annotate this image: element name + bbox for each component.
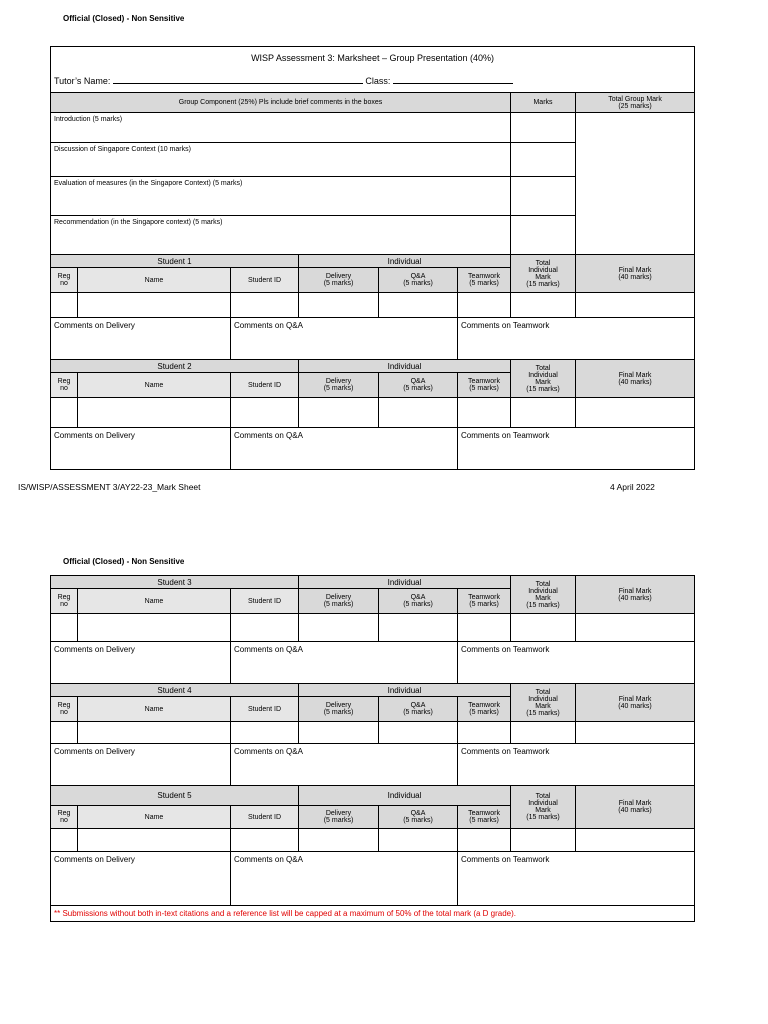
total-individual-header: Total Individual Mark (15 marks) bbox=[511, 576, 576, 614]
teamwork-cell[interactable] bbox=[458, 829, 511, 852]
comments-teamwork[interactable]: Comments on Teamwork bbox=[458, 744, 695, 786]
comments-qa[interactable]: Comments on Q&A bbox=[231, 852, 458, 906]
total-group-mark-header: Total Group Mark (25 marks) bbox=[576, 93, 695, 113]
total-individual-cell[interactable] bbox=[511, 398, 576, 428]
final-mark-header: Final Mark (40 marks) bbox=[576, 255, 695, 293]
individual-header: Individual bbox=[299, 786, 511, 806]
comments-teamwork[interactable]: Comments on Teamwork bbox=[458, 852, 695, 906]
marks-cell-recommendation[interactable] bbox=[511, 216, 576, 255]
final-mark-header: Final Mark (40 marks) bbox=[576, 684, 695, 722]
reg-no-header: Reg no bbox=[51, 373, 78, 398]
classification-label: Official (Closed) - Non Sensitive bbox=[63, 14, 185, 23]
teamwork-header: Teamwork (5 marks) bbox=[458, 697, 511, 722]
qa-cell[interactable] bbox=[379, 614, 458, 642]
reg-no-header: Reg no bbox=[51, 806, 78, 829]
reg-no-header: Reg no bbox=[51, 697, 78, 722]
student-id-cell[interactable] bbox=[231, 829, 299, 852]
total-individual-cell[interactable] bbox=[511, 293, 576, 318]
comments-qa[interactable]: Comments on Q&A bbox=[231, 744, 458, 786]
name-cell[interactable] bbox=[78, 722, 231, 744]
group-row-introduction: Introduction (5 marks) bbox=[51, 113, 511, 143]
teamwork-header: Teamwork (5 marks) bbox=[458, 373, 511, 398]
sheet-title: WISP Assessment 3: Marksheet – Group Presentation (40%) bbox=[51, 47, 695, 69]
total-individual-cell[interactable] bbox=[511, 829, 576, 852]
delivery-cell[interactable] bbox=[299, 614, 379, 642]
final-mark-header: Final Mark (40 marks) bbox=[576, 786, 695, 829]
individual-header: Individual bbox=[299, 576, 511, 589]
student-id-cell[interactable] bbox=[231, 293, 299, 318]
total-individual-header: Total Individual Mark (15 marks) bbox=[511, 786, 576, 829]
marksheet-table-page1 bbox=[50, 46, 695, 470]
class-line[interactable] bbox=[393, 75, 513, 84]
name-cell[interactable] bbox=[78, 293, 231, 318]
group-row-recommendation: Recommendation (in the Singapore context) (5 marks) bbox=[51, 216, 511, 255]
qa-header: Q&A (5 marks) bbox=[379, 589, 458, 614]
reg-no-cell[interactable] bbox=[51, 829, 78, 852]
student-header: Student 5 bbox=[51, 786, 299, 806]
marksheet-table-page2 bbox=[50, 575, 695, 922]
comments-delivery[interactable]: Comments on Delivery bbox=[51, 744, 231, 786]
teamwork-header: Teamwork (5 marks) bbox=[458, 268, 511, 293]
citation-note: ** Submissions without both in-text citations and a reference list will be capped at a maximum of 50% of the total mark (a D grade). bbox=[51, 906, 695, 922]
group-row-discussion: Discussion of Singapore Context (10 marks) bbox=[51, 143, 511, 177]
total-individual-header: Total Individual Mark (15 marks) bbox=[511, 360, 576, 398]
delivery-cell[interactable] bbox=[299, 293, 379, 318]
comments-delivery[interactable]: Comments on Delivery bbox=[51, 852, 231, 906]
comments-qa[interactable]: Comments on Q&A bbox=[231, 642, 458, 684]
comments-qa[interactable]: Comments on Q&A bbox=[231, 428, 458, 470]
reg-no-header: Reg no bbox=[51, 589, 78, 614]
qa-cell[interactable] bbox=[379, 293, 458, 318]
name-header: Name bbox=[78, 373, 231, 398]
name-header: Name bbox=[78, 697, 231, 722]
total-group-mark-cell[interactable] bbox=[576, 113, 695, 255]
footer-date: 4 April 2022 bbox=[610, 482, 655, 492]
delivery-header: Delivery (5 marks) bbox=[299, 806, 379, 829]
student-id-cell[interactable] bbox=[231, 614, 299, 642]
comments-teamwork[interactable]: Comments on Teamwork bbox=[458, 318, 695, 360]
delivery-header: Delivery (5 marks) bbox=[299, 268, 379, 293]
footer-document-code: IS/WISP/ASSESSMENT 3/AY22-23_Mark Sheet bbox=[18, 482, 201, 492]
name-header: Name bbox=[78, 589, 231, 614]
total-individual-cell[interactable] bbox=[511, 614, 576, 642]
tutor-label: Tutor’s Name: bbox=[54, 75, 111, 86]
qa-cell[interactable] bbox=[379, 398, 458, 428]
student-id-header: Student ID bbox=[231, 697, 299, 722]
comments-qa[interactable]: Comments on Q&A bbox=[231, 318, 458, 360]
final-mark-header: Final Mark (40 marks) bbox=[576, 576, 695, 614]
student-header: Student 3 bbox=[51, 576, 299, 589]
name-cell[interactable] bbox=[78, 398, 231, 428]
student-id-cell[interactable] bbox=[231, 398, 299, 428]
teamwork-cell[interactable] bbox=[458, 722, 511, 744]
reg-no-cell[interactable] bbox=[51, 722, 78, 744]
reg-no-cell[interactable] bbox=[51, 614, 78, 642]
classification-label: Official (Closed) - Non Sensitive bbox=[63, 557, 185, 566]
delivery-cell[interactable] bbox=[299, 722, 379, 744]
group-component-header: Group Component (25%) Pls include brief comments in the boxes bbox=[51, 93, 511, 113]
qa-header: Q&A (5 marks) bbox=[379, 268, 458, 293]
teamwork-cell[interactable] bbox=[458, 398, 511, 428]
individual-header: Individual bbox=[299, 360, 511, 373]
final-mark-cell[interactable] bbox=[576, 829, 695, 852]
qa-header: Q&A (5 marks) bbox=[379, 697, 458, 722]
reg-no-cell[interactable] bbox=[51, 293, 78, 318]
student-header: Student 2 bbox=[51, 360, 299, 373]
student-id-header: Student ID bbox=[231, 268, 299, 293]
comments-delivery[interactable]: Comments on Delivery bbox=[51, 318, 231, 360]
final-mark-cell[interactable] bbox=[576, 614, 695, 642]
delivery-header: Delivery (5 marks) bbox=[299, 589, 379, 614]
qa-cell[interactable] bbox=[379, 829, 458, 852]
comments-delivery[interactable]: Comments on Delivery bbox=[51, 642, 231, 684]
name-cell[interactable] bbox=[78, 829, 231, 852]
total-individual-header: Total Individual Mark (15 marks) bbox=[511, 255, 576, 293]
teamwork-cell[interactable] bbox=[458, 293, 511, 318]
teamwork-header: Teamwork (5 marks) bbox=[458, 806, 511, 829]
group-row-evaluation: Evaluation of measures (in the Singapore Context) (5 marks) bbox=[51, 177, 511, 216]
teamwork-header: Teamwork (5 marks) bbox=[458, 589, 511, 614]
individual-header: Individual bbox=[299, 255, 511, 268]
delivery-header: Delivery (5 marks) bbox=[299, 373, 379, 398]
reg-no-header: Reg no bbox=[51, 268, 78, 293]
student-header: Student 1 bbox=[51, 255, 299, 268]
total-individual-cell[interactable] bbox=[511, 722, 576, 744]
comments-teamwork[interactable]: Comments on Teamwork bbox=[458, 428, 695, 470]
student-id-header: Student ID bbox=[231, 589, 299, 614]
student-id-cell[interactable] bbox=[231, 722, 299, 744]
student-id-header: Student ID bbox=[231, 806, 299, 829]
marks-cell-introduction[interactable] bbox=[511, 113, 576, 143]
individual-header: Individual bbox=[299, 684, 511, 697]
comments-delivery[interactable]: Comments on Delivery bbox=[51, 428, 231, 470]
final-mark-cell[interactable] bbox=[576, 293, 695, 318]
delivery-cell[interactable] bbox=[299, 829, 379, 852]
tutor-name-line[interactable] bbox=[113, 75, 363, 84]
total-individual-header: Total Individual Mark (15 marks) bbox=[511, 684, 576, 722]
delivery-header: Delivery (5 marks) bbox=[299, 697, 379, 722]
student-id-header: Student ID bbox=[231, 373, 299, 398]
final-mark-cell[interactable] bbox=[576, 398, 695, 428]
final-mark-header: Final Mark (40 marks) bbox=[576, 360, 695, 398]
name-header: Name bbox=[78, 806, 231, 829]
qa-cell[interactable] bbox=[379, 722, 458, 744]
name-header: Name bbox=[78, 268, 231, 293]
qa-header: Q&A (5 marks) bbox=[379, 373, 458, 398]
class-label: Class: bbox=[365, 75, 391, 86]
marks-header: Marks bbox=[511, 93, 576, 113]
final-mark-cell[interactable] bbox=[576, 722, 695, 744]
teamwork-cell[interactable] bbox=[458, 614, 511, 642]
comments-teamwork[interactable]: Comments on Teamwork bbox=[458, 642, 695, 684]
marks-cell-evaluation[interactable] bbox=[511, 177, 576, 216]
marks-cell-discussion[interactable] bbox=[511, 143, 576, 177]
student-header: Student 4 bbox=[51, 684, 299, 697]
tutor-class-row bbox=[51, 69, 695, 93]
qa-header: Q&A (5 marks) bbox=[379, 806, 458, 829]
name-cell[interactable] bbox=[78, 614, 231, 642]
delivery-cell[interactable] bbox=[299, 398, 379, 428]
reg-no-cell[interactable] bbox=[51, 398, 78, 428]
